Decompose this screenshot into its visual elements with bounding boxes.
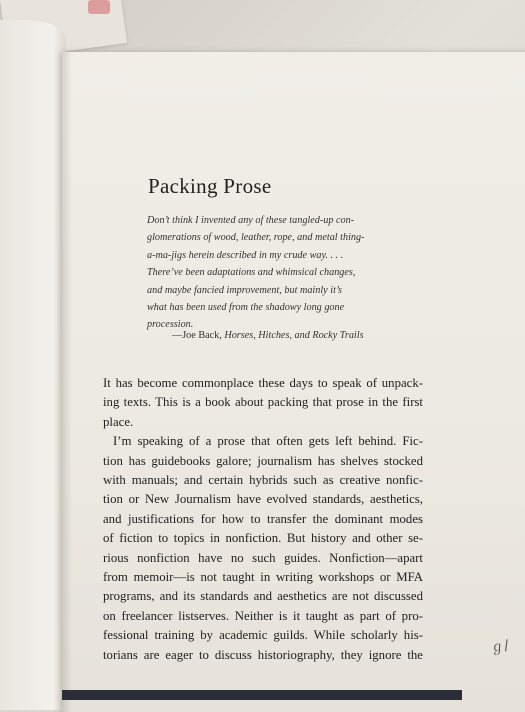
body-line: of fiction to topics in nonfiction. But history and other se- (103, 531, 423, 546)
chapter-title: Packing Prose (148, 174, 272, 198)
book-cover-edge (62, 690, 462, 700)
epigraph-line: a-ma-jigs herein described in my crude way. . . . (147, 249, 344, 261)
page-gutter-shadow (62, 52, 72, 712)
body-line: place. (103, 414, 134, 429)
body-text (103, 374, 423, 665)
red-tape (88, 0, 110, 14)
body-line: I’m speaking of a prose that often gets left behind. Fic- (113, 434, 423, 449)
body-line: It has become commonplace these days to speak of unpack- (103, 376, 423, 390)
body-line: tion has guidebooks galore; journalism has shelves stocked (103, 453, 423, 468)
epigraph-line: procession. (147, 319, 194, 331)
body-line: fessional training by academic guilds. While scholarly his- (103, 628, 423, 643)
epigraph-line: what has been used from the shadowy long gone (147, 302, 345, 314)
body-line: torians are eager to discuss historiography, they ignore the (103, 647, 423, 662)
epigraph-line: Don’t think I invented any of these tangled-up con- (147, 215, 355, 226)
attribution-works: Horses, Hitches, and Rocky Trails (224, 330, 364, 341)
body-line: and justifications for how to transfer the dominant modes (103, 511, 423, 526)
epigraph-attribution (172, 330, 402, 341)
body-line: tion or New Journalism have evolved standards, aesthetics, (103, 492, 423, 507)
body-line: programs, and its standards and aesthetics are not discussed (103, 589, 423, 604)
body-line: with manuals; and certain hybrids such as creative nonfic- (103, 473, 423, 488)
body-line: from memoir—is not taught in writing workshops or MFA (103, 570, 423, 585)
body-line: on freelancer listserves. Neither is it taught as part of pro- (103, 608, 423, 623)
epigraph-line: and maybe fancied improvement, but mainly it’s (147, 284, 342, 296)
epigraph-line: There’ve been adaptations and whimsical changes, (147, 267, 356, 279)
epigraph (147, 212, 397, 334)
pencil-margin-note: ℊ/ (488, 637, 511, 657)
attribution-author: —Joe Back, (172, 330, 225, 341)
body-line: rious nonfiction have no such guides. Nonfiction—apart (103, 550, 423, 565)
left-page-curl (0, 20, 66, 710)
body-line: ing texts. This is a book about packing that prose in the first (103, 395, 423, 410)
epigraph-line: glomerations of wood, leather, rope, and metal thing- (147, 232, 365, 244)
